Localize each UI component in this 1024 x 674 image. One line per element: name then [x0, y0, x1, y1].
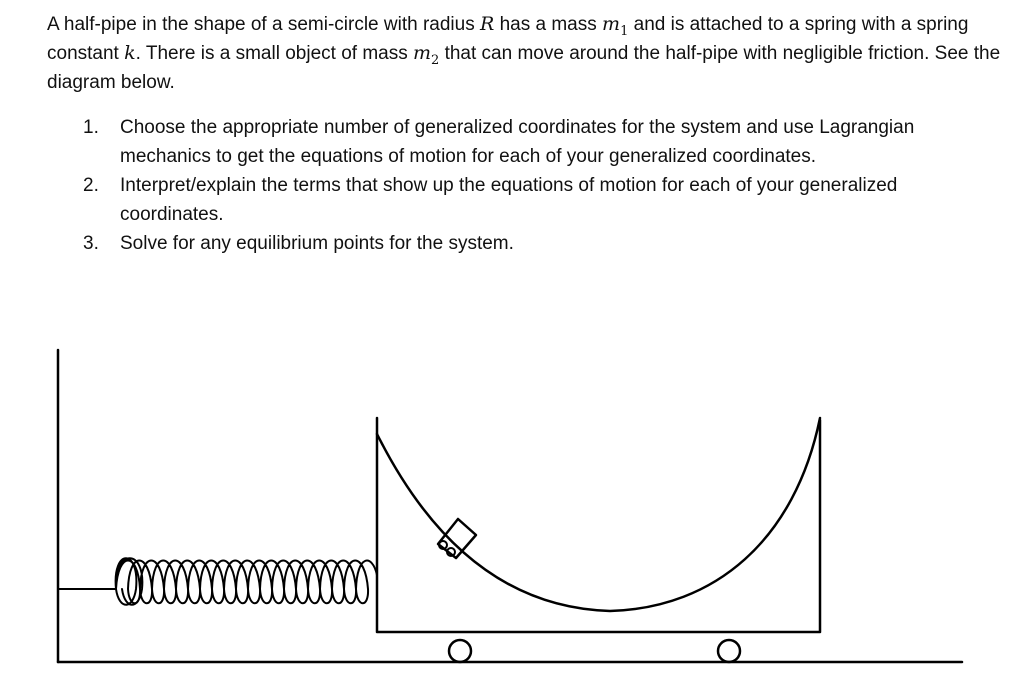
- mass-m1-symbol: [602, 13, 629, 39]
- task-item: [83, 171, 993, 229]
- problem-statement: [47, 10, 1007, 97]
- spring-icon: [58, 558, 377, 605]
- problem-intro-1: A half-pipe in the shape of a semi-circle with radius: [47, 14, 480, 35]
- task-item: [83, 229, 993, 258]
- spring-constant-symbol: k: [124, 42, 136, 64]
- task-item: [83, 113, 993, 171]
- sliding-block-icon: [438, 519, 476, 558]
- wheel-icon: [449, 640, 471, 662]
- mass-m2-subscript: 2: [431, 52, 440, 68]
- task-number: 3.: [83, 233, 99, 254]
- problem-intro-4: . There is a small object of mass: [135, 43, 413, 64]
- mass-m2-base: m: [413, 42, 432, 64]
- semicircle-track-icon: [377, 418, 820, 611]
- mass-m2-symbol: [413, 42, 440, 68]
- problem-intro-5: that can move around the half-pipe with negligible friction. See the diagram below.: [47, 43, 1001, 93]
- problem-intro-3: and is attached to a spring with a spring constant: [47, 14, 969, 64]
- task-text: Solve for any equilibrium points for the system.: [120, 233, 514, 254]
- mass-m1-base: m: [602, 13, 621, 35]
- mass-m1-subscript: 1: [620, 23, 629, 39]
- task-number: 1.: [83, 117, 99, 138]
- radius-symbol: R: [480, 13, 495, 35]
- wheel-icon: [718, 640, 740, 662]
- half-pipe-diagram: [0, 330, 1024, 674]
- problem-intro-2: has a mass: [494, 14, 603, 35]
- task-text: Choose the appropriate number of generalized coordinates for the system and use Lagrangian mechanics to get the equations of motion for each of your generalized coordinates.: [120, 117, 915, 167]
- task-list: [83, 113, 993, 258]
- half-pipe-block-icon: [377, 418, 820, 632]
- task-text: Interpret/explain the terms that show up the equations of motion for each of your generalized coordinates.: [120, 175, 898, 225]
- task-number: 2.: [83, 175, 99, 196]
